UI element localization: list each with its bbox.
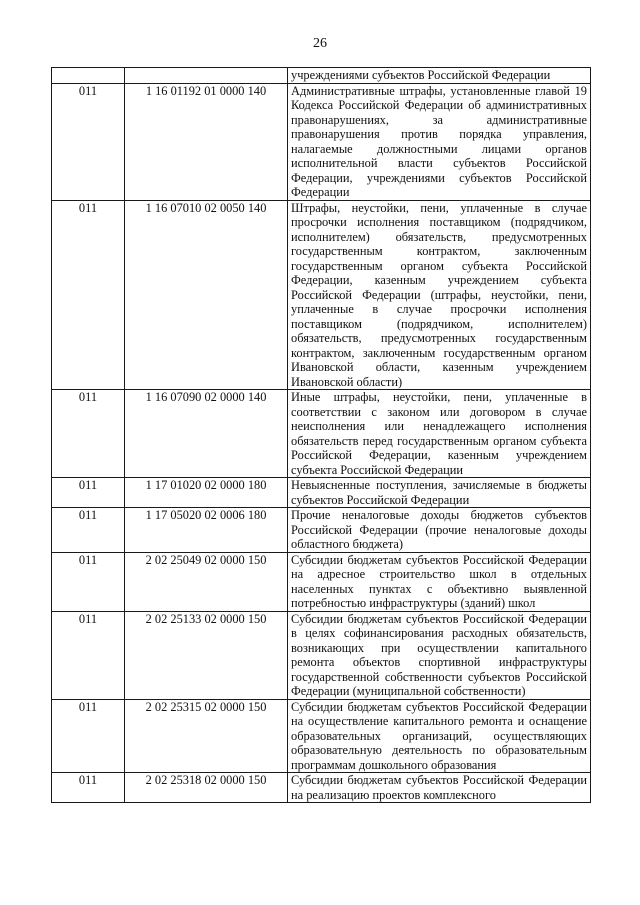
admin-code-cell [52,68,125,84]
page-number: 26 [313,36,327,51]
revenue-name-cell: Субсидии бюджетам субъектов Российской Федерации на реализацию проектов комплексного [288,773,591,803]
revenue-name-cell: Административные штрафы, установленные главой 19 Кодекса Российской Федерации об административных правонарушениях, за административные правонарушения против порядка управления, налагаемые должностными лицами органов исполнительной власти субъектов Российской Федерации, учреждениями субъектов Российской Федерации [288,83,591,200]
kbk-code-cell: 1 16 07090 02 0000 140 [125,390,288,478]
table-row [52,68,591,84]
kbk-code-cell: 2 02 25315 02 0000 150 [125,699,288,773]
admin-code-cell: 011 [52,200,125,390]
kbk-code-cell: 2 02 25318 02 0000 150 [125,773,288,803]
table-body [52,68,591,803]
kbk-code-cell [125,68,288,84]
revenue-name-cell: Штрафы, неустойки, пени, уплаченные в случае просрочки исполнения поставщиком (подрядчиком, исполнителем) обязательств, предусмотренных государственным контрактом, заключенным государственным органом субъекта Российской Федерации, казенным учреждением субъекта Российской Федерации (штрафы, неустойки, пени, уплаченные в случае просрочки исполнения поставщиком (подрядчиком, исполнителем) обязательств, предусмотренных государственным контрактом, заключенным государственным органом Ивановской области, казенным учреждением Ивановской области) [288,200,591,390]
kbk-code-cell: 1 17 05020 02 0006 180 [125,508,288,553]
revenue-name-cell: Субсидии бюджетам субъектов Российской Федерации на осуществление капитального ремонта и оснащение образовательных организаций, осуществляющих образовательную деятельность по образовательным программам дошкольного образования [288,699,591,773]
admin-code-cell: 011 [52,508,125,553]
kbk-code-cell: 1 16 07010 02 0050 140 [125,200,288,390]
table-row [52,200,591,390]
revenue-name-cell: учреждениями субъектов Российской Федерации [288,68,591,84]
admin-code-cell: 011 [52,552,125,611]
table-row [52,699,591,773]
table-row [52,508,591,553]
admin-code-cell: 011 [52,390,125,478]
table-row [52,83,591,200]
admin-code-cell: 011 [52,478,125,508]
table-row [52,390,591,478]
revenue-name-cell: Прочие неналоговые доходы бюджетов субъектов Российской Федерации (прочие неналоговые доходы областного бюджета) [288,508,591,553]
table-row [52,611,591,699]
kbk-code-cell: 2 02 25133 02 0000 150 [125,611,288,699]
admin-code-cell: 011 [52,83,125,200]
admin-code-cell: 011 [52,611,125,699]
revenue-name-cell: Субсидии бюджетам субъектов Российской Федерации в целях софинансирования расходных обязательств, возникающих при осуществлении капитального ремонта объектов спортивной инфраструктуры государственной собственности субъектов Российской Федерации (муниципальной собственности) [288,611,591,699]
table-row [52,552,591,611]
admin-code-cell: 011 [52,773,125,803]
revenue-name-cell: Невыясненные поступления, зачисляемые в бюджеты субъектов Российской Федерации [288,478,591,508]
kbk-code-cell: 2 02 25049 02 0000 150 [125,552,288,611]
revenue-codes-table [51,67,591,803]
revenue-name-cell: Иные штрафы, неустойки, пени, уплаченные в соответствии с законом или договором в случае неисполнения или ненадлежащего исполнения обязательств перед государственным органом субъекта Российской Федерации, казенным учреждением субъекта Российской Федерации [288,390,591,478]
kbk-code-cell: 1 16 01192 01 0000 140 [125,83,288,200]
table-row [52,478,591,508]
table-row [52,773,591,803]
admin-code-cell: 011 [52,699,125,773]
kbk-code-cell: 1 17 01020 02 0000 180 [125,478,288,508]
revenue-name-cell: Субсидии бюджетам субъектов Российской Федерации на адресное строительство школ в отдельных населенных пунктах с объективно выявленной потребностью инфраструктуры (зданий) школ [288,552,591,611]
